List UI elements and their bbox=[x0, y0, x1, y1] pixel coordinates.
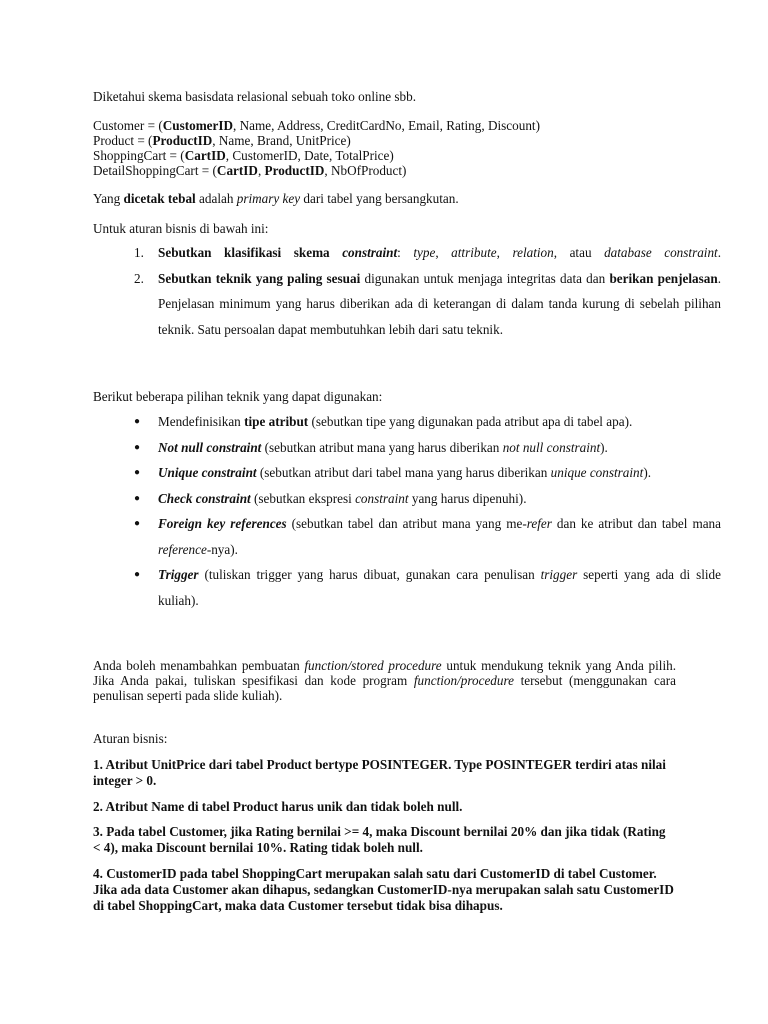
bullet-icon: ● bbox=[134, 492, 141, 504]
primary-key-note: Yang dicetak tebal adalah primary key dari tabel yang bersangkutan. bbox=[93, 191, 459, 206]
bullet-icon: ● bbox=[134, 467, 141, 478]
technique-item: ● Mendefinisikan tipe atribut (sebutkan tipe yang digunakan pada atribut apa di tabel apa). bbox=[158, 409, 721, 435]
business-rules-title: Aturan bisnis: bbox=[93, 731, 168, 746]
schema-customer: Customer = (CustomerID, Name, Address, CreditCardNo, Email, Rating, Discount) bbox=[93, 118, 540, 133]
question-item: 2. Sebutkan teknik yang paling sesuai digunakan untuk menjaga integritas data dan berikan penjelasan. Penjelasan minimum yang harus diberikan ada di keterangan di dalam tanda kurung di sebelah pilihan teknik. Satu persoalan dapat membutuhkan lebih dari satu teknik. bbox=[134, 270, 721, 337]
bullet-icon: ● bbox=[134, 416, 141, 427]
business-rule-2: 2. Atribut Name di tabel Product harus unik dan tidak boleh null. bbox=[93, 799, 463, 814]
technique-list bbox=[93, 409, 721, 613]
bullet-icon: ● bbox=[134, 569, 141, 580]
technique-item: ● Check constraint (sebutkan ekspresi constraint yang harus dipenuhi). bbox=[158, 486, 721, 512]
business-rule-3: 3. Pada tabel Customer, jika Rating bernilai >= 4, maka Discount bernilai 20% dan jika tidak (Rating < 4), maka Discount bernilai 10%. Rating tidak boleh null. bbox=[93, 824, 666, 855]
question-list bbox=[93, 240, 721, 342]
technique-item: ● Foreign key references (sebutkan tabel dan atribut mana yang me-refer dan ke atribut dan tabel mana reference-nya). bbox=[158, 511, 721, 562]
schema-detail-cart: DetailShoppingCart = (CartID, ProductID, NbOfProduct) bbox=[93, 163, 407, 178]
technique-item: ● Trigger (tuliskan trigger yang harus dibuat, gunakan cara penulisan trigger seperti yang ada di slide kuliah). bbox=[158, 562, 721, 613]
schema-block bbox=[93, 118, 676, 178]
bullet-icon: ● bbox=[134, 441, 141, 453]
bullet-icon: ● bbox=[134, 518, 141, 529]
intro-text: Diketahui skema basisdata relasional sebuah toko online sbb. bbox=[93, 89, 417, 104]
closing-paragraph: Anda boleh menambahkan pembuatan function/stored procedure untuk mendukung teknik yang Anda pilih. Jika Anda pakai, tuliskan spesifikasi dan kode program function/procedure tersebut (menggunakan cara penulisan seperti pada slide kuliah). bbox=[93, 658, 677, 703]
technique-item: ● Not null constraint (sebutkan atribut mana yang harus diberikan not null constraint). bbox=[158, 435, 721, 461]
question-item: 1. Sebutkan klasifikasi skema constraint: type, attribute, relation, atau database constraint. bbox=[134, 245, 722, 260]
schema-shopping-cart: ShoppingCart = (CartID, CustomerID, Date, TotalPrice) bbox=[93, 148, 394, 163]
business-rule-4: 4. CustomerID pada tabel ShoppingCart merupakan salah satu dari CustomerID di tabel Customer. Jika ada data Customer akan dihapus, sedangkan CustomerID-nya merupakan salah satu CustomerID di tabel ShoppingCart, maka data Customer tersebut tidak bisa dihapus. bbox=[93, 866, 674, 913]
rules-intro: Untuk aturan bisnis di bawah ini: bbox=[93, 221, 269, 236]
schema-product: Product = (ProductID, Name, Brand, UnitPrice) bbox=[93, 133, 351, 148]
technique-item: ● Unique constraint (sebutkan atribut dari tabel mana yang harus diberikan unique constraint). bbox=[158, 460, 721, 486]
techniques-intro: Berikut beberapa pilihan teknik yang dapat digunakan: bbox=[93, 389, 383, 404]
business-rule-1: 1. Atribut UnitPrice dari tabel Product bertype POSINTEGER. Type POSINTEGER terdiri atas nilai integer > 0. bbox=[93, 757, 666, 788]
